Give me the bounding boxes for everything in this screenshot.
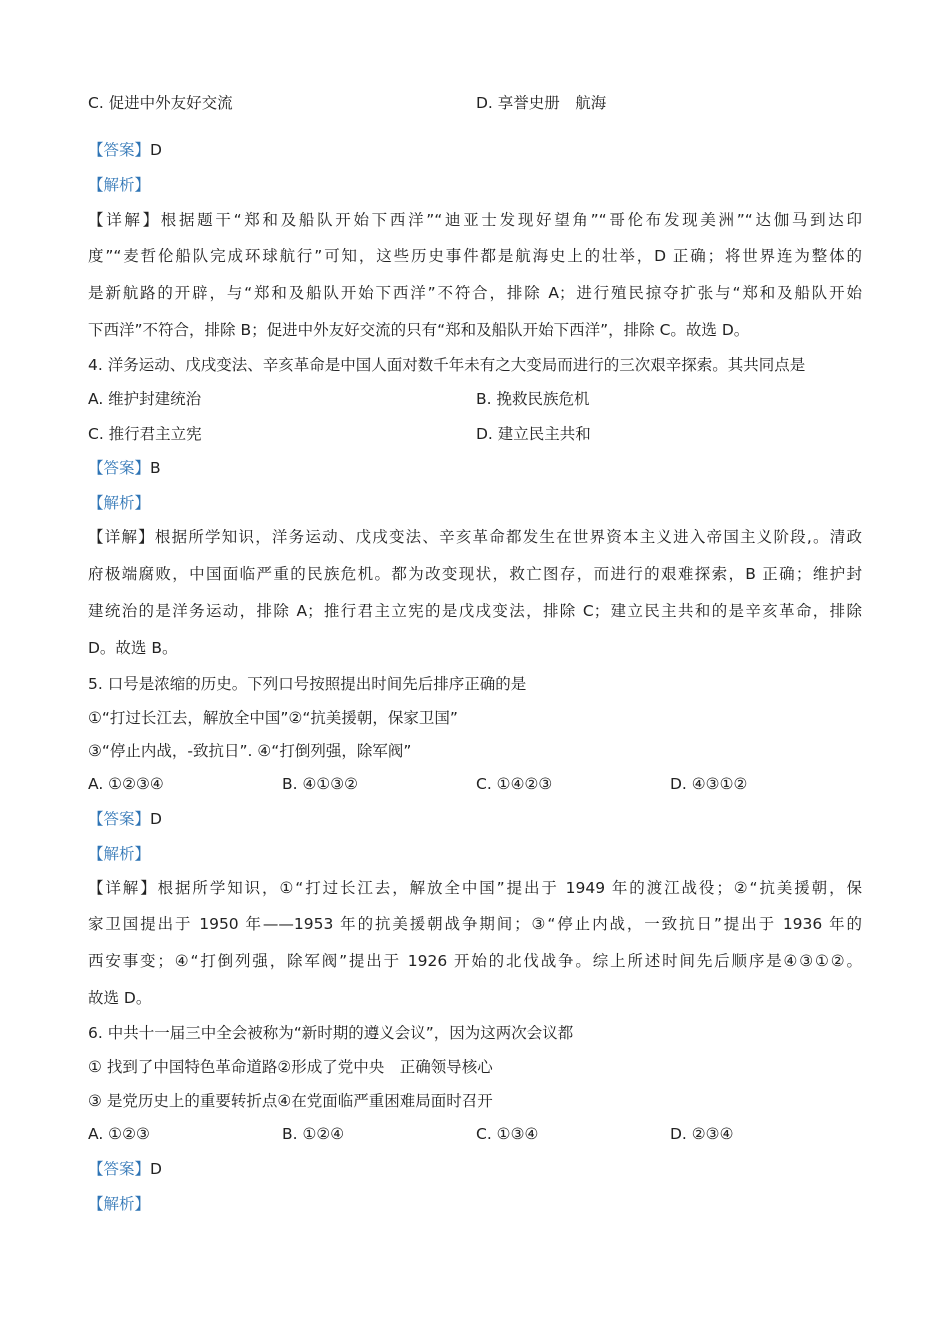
q5-item-line-2: ③“停止内战，-致抗日”. ④“打倒列强，除军阀” (88, 742, 412, 760)
q6-option-c: C. ①③④ (476, 1125, 539, 1143)
q5-analysis-tag: 【解析】 (88, 845, 151, 863)
q5-option-d: D. ④③①② (670, 775, 748, 793)
q3-option-d: D. 享誉史册 航海 (476, 94, 607, 112)
q6-stem: 6. 中共十一届三中全会被称为“新时期的遵义会议”，因为这两次会议都 (88, 1024, 574, 1042)
q4-detail-line-4: D。故选 B。 (88, 639, 178, 657)
q4-option-c: C. 推行君主立宪 (88, 425, 202, 443)
q5-detail-line-3: 西安事变；④“打倒列强，除军阀”提出于 1926 开始的北伐战争。综上所述时间先后顺序是④③①②。 (88, 952, 862, 970)
answer-tag: 【答案】 (88, 810, 151, 828)
q4-options-row-2 (88, 423, 862, 445)
q4-detail-line-3: 建统治的是洋务运动，排除 A；推行君主立宪的是戊戌变法，排除 C；建立民主共和的是辛亥革命，排除 (88, 602, 862, 620)
q3-detail-line-1: 【详解】根据题干“郑和及船队开始下西洋”“迪亚士发现好望角”“哥伦布发现美洲”“达伽马到达印 (88, 211, 862, 229)
q5-detail-line-1: 【详解】根据所学知识，①“打过长江去，解放全中国”提出于 1949 年的渡江战役；②“抗美援朝，保 (88, 879, 862, 897)
q6-analysis-tag: 【解析】 (88, 1195, 151, 1213)
q3-analysis-tag: 【解析】 (88, 176, 151, 194)
q6-item-line-1: ① 找到了中国特色革命道路②形成了党中央 正确领导核心 (88, 1058, 493, 1076)
q6-item-line-2: ③ 是党历史上的重要转折点④在党面临严重困难局面时召开 (88, 1092, 493, 1110)
answer-value: D (150, 1160, 162, 1178)
q4-option-d: D. 建立民主共和 (476, 425, 591, 443)
answer-value: D (150, 810, 162, 828)
q6-options-row (88, 1123, 862, 1145)
q5-options-row (88, 773, 862, 795)
q5-answer (88, 808, 862, 830)
q4-option-b: B. 挽救民族危机 (476, 390, 590, 408)
q4-option-a: A. 维护封建统治 (88, 390, 202, 408)
q3-detail-line-4: 下西洋”不符合，排除 B；促进中外友好交流的只有“郑和及船队开始下西洋”，排除 C。故选 D。 (88, 321, 750, 339)
answer-value: D (150, 141, 162, 159)
q5-item-line-1: ①“打过长江去，解放全中国”②“抗美援朝，保家卫国” (88, 709, 458, 727)
q5-option-a: A. ①②③④ (88, 775, 164, 793)
q6-answer (88, 1158, 862, 1180)
q6-option-b: B. ①②④ (282, 1125, 345, 1143)
q4-analysis-tag: 【解析】 (88, 494, 151, 512)
q5-detail-line-4: 故选 D。 (88, 989, 152, 1007)
q4-answer (88, 457, 862, 479)
q5-option-b: B. ④①③② (282, 775, 359, 793)
q4-detail-line-2: 府极端腐败，中国面临严重的民族危机。都为改变现状，救亡图存，而进行的艰难探索，B 正确；维护封 (88, 565, 862, 583)
answer-tag: 【答案】 (88, 459, 151, 477)
q3-answer (88, 139, 862, 161)
q3-detail-line-2: 度”“麦哲伦船队完成环球航行”可知，这些历史事件都是航海史上的壮举，D 正确；将世界连为整体的 (88, 247, 862, 265)
answer-tag: 【答案】 (88, 1160, 151, 1178)
q5-option-c: C. ①④②③ (476, 775, 553, 793)
q3-options-row (88, 92, 862, 114)
q4-stem: 4. 洋务运动、戊戌变法、辛亥革命是中国人面对数千年未有之大变局而进行的三次艰辛探索。其共同点是 (88, 356, 806, 374)
q3-detail-line-3: 是新航路的开辟，与“郑和及船队开始下西洋”不符合，排除 A；进行殖民掠夺扩张与“郑和及船队开始 (88, 284, 862, 302)
q6-option-d: D. ②③④ (670, 1125, 734, 1143)
q5-detail-line-2: 家卫国提出于 1950 年——1953 年的抗美援朝战争期间；③“停止内战，一致抗日”提出于 1936 年的 (88, 915, 862, 933)
q4-detail-line-1: 【详解】根据所学知识，洋务运动、戊戌变法、辛亥革命都发生在世界资本主义进入帝国主义阶段,。清政 (88, 528, 862, 546)
q4-options-row-1 (88, 388, 862, 410)
answer-value: B (150, 459, 161, 477)
answer-tag: 【答案】 (88, 141, 151, 159)
q3-option-c: C. 促进中外友好交流 (88, 94, 233, 112)
q6-option-a: A. ①②③ (88, 1125, 150, 1143)
q5-stem: 5. 口号是浓缩的历史。下列口号按照提出时间先后排序正确的是 (88, 675, 527, 693)
